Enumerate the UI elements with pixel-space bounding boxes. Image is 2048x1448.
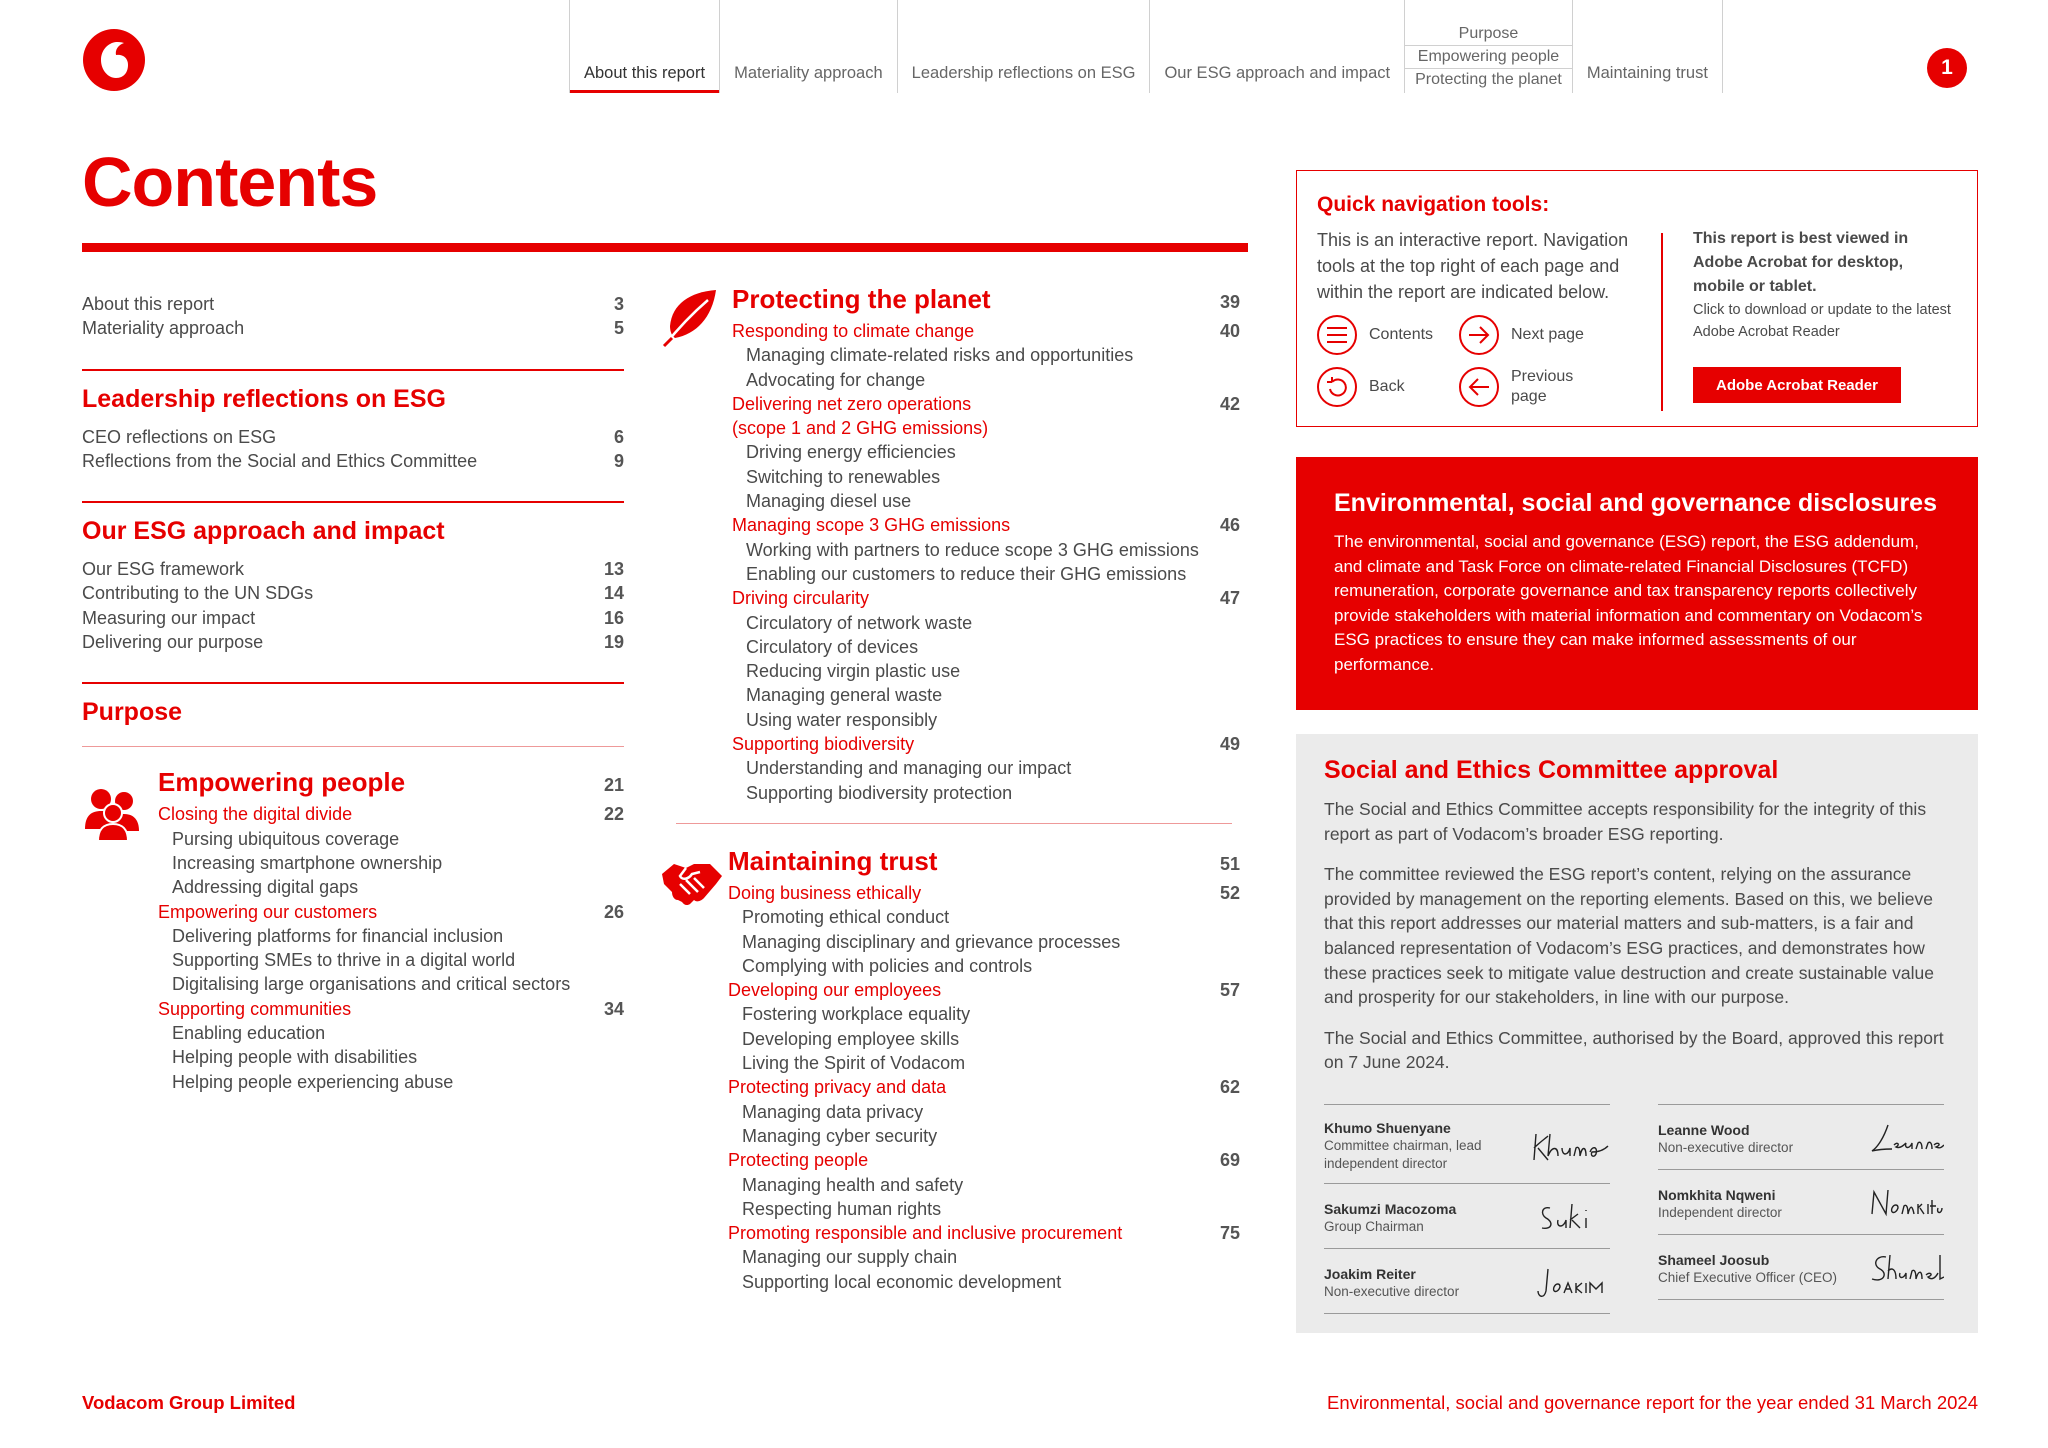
quick-navigation-box [1296, 170, 1978, 427]
signatory [1324, 1104, 1610, 1183]
toc-item[interactable]: Using water responsibly [746, 709, 938, 730]
signatory [1324, 1248, 1610, 1314]
toc-subheading[interactable] [732, 392, 1240, 416]
toc-entry-label: Contributing to the UN SDGs [82, 583, 314, 604]
signature-image [1864, 1184, 1944, 1224]
subsection-heading[interactable] [158, 765, 624, 802]
toc-entry-page: 13 [603, 559, 624, 580]
toc-item[interactable]: Managing disciplinary and grievance processes [742, 931, 1121, 952]
toc-entry-page: 47 [1219, 588, 1240, 609]
toc-item[interactable]: Promoting ethical conduct [742, 907, 950, 928]
toc-item[interactable]: Addressing digital gaps [172, 877, 359, 898]
signatory-role: Group Chairman [1324, 1219, 1424, 1234]
signatory-role: Chief Executive Officer (CEO) [1658, 1270, 1838, 1285]
toc-subheading[interactable] [732, 513, 1240, 537]
subsection-heading-label: Protecting the planet [732, 284, 991, 314]
section-heading[interactable]: Our ESG approach and impact [82, 517, 445, 546]
signature-image [1530, 1126, 1610, 1166]
title-divider [82, 243, 1248, 252]
approval-paragraph: The Social and Ethics Committee, authorised by the Board, approved this report on 7 June 2024. [1324, 1027, 1944, 1073]
section-approach [82, 501, 624, 654]
signatory-role: Committee chairman, lead independent director [1324, 1138, 1482, 1171]
toc-subheading[interactable] [728, 1148, 1240, 1172]
signatory-name: Leanne Wood [1658, 1122, 1750, 1138]
contents-tool[interactable] [1317, 315, 1433, 355]
footer-report-title: Environmental, social and governance report for the year ended 31 March 2024 [1327, 1392, 1978, 1413]
toc-entry-label: Delivering our purpose [82, 632, 264, 653]
quick-nav-heading: Quick navigation tools: [1317, 193, 1550, 216]
subsection-heading-label: Maintaining trust [728, 845, 938, 876]
signatory-name: Joakim Reiter [1324, 1266, 1416, 1282]
toc-entry-page: 16 [603, 607, 624, 628]
toc-entry-page: 69 [1219, 1150, 1240, 1171]
signatory [1658, 1104, 1944, 1169]
toc-entry-page: 42 [1219, 393, 1240, 414]
arrow-left-icon [1459, 367, 1499, 407]
nav-leadership[interactable]: Leadership reflections on ESG [897, 0, 1150, 93]
signatory-role: Non-executive director [1324, 1284, 1460, 1299]
toc-item[interactable]: Managing our supply chain [742, 1247, 958, 1268]
approval-paragraph: The Social and Ethics Committee accepts responsibility for the integrity of this report as part of Vodacom’s broader ESG reporting. [1324, 799, 1927, 844]
toc-item[interactable]: Driving energy efficiencies [746, 442, 956, 463]
toc-subheading-label: Doing business ethically [728, 882, 922, 903]
toc-item[interactable]: Advocating for change [746, 369, 926, 390]
toc-entry-label: About this report [82, 294, 215, 314]
toc-subheading-label: Developing our employees [728, 980, 942, 1001]
toc-subheading-label: Protecting people [728, 1150, 869, 1171]
nav-protecting[interactable]: Protecting the planet [1405, 68, 1572, 91]
back-tool-label: Back [1369, 378, 1405, 395]
toc-entry-page: 5 [613, 318, 624, 339]
section-heading[interactable]: Leadership reflections on ESG [82, 384, 446, 413]
toc-item[interactable]: Managing climate-related risks and opportunities [746, 345, 1134, 366]
toc-item[interactable]: Managing health and safety [742, 1174, 964, 1195]
toc-entry-label: Reflections from the Social and Ethics Committee [82, 450, 478, 471]
toc-subheading[interactable] [158, 802, 624, 826]
toc-entry[interactable] [82, 630, 624, 654]
toc-entry[interactable] [82, 292, 624, 316]
signatures [1324, 1104, 1944, 1314]
handshake-icon [660, 854, 724, 910]
download-text: Click to download or update to the latest Adobe Acrobat Reader [1693, 302, 1951, 340]
toc-entry-label: Materiality approach [82, 318, 245, 339]
toc-entry-label: Our ESG framework [82, 559, 245, 580]
signature-image [1864, 1119, 1944, 1159]
leaf-icon [660, 288, 720, 348]
toc-subheading-label: Responding to climate change [732, 321, 975, 341]
toc-item[interactable]: Helping people with disabilities [172, 1047, 418, 1068]
toc-item[interactable]: Delivering platforms for financial inclusion [172, 925, 504, 946]
toc-item[interactable]: Complying with policies and controls [742, 955, 1033, 976]
signatures-left [1324, 1104, 1610, 1314]
toc-entry-page: 26 [603, 901, 624, 922]
toc-item[interactable]: Understanding and managing our impact [746, 758, 1072, 779]
nav-about[interactable]: About this report [569, 0, 719, 93]
toc-entry-page: 3 [613, 294, 624, 314]
toc-item[interactable]: Living the Spirit of Vodacom [742, 1053, 966, 1074]
toc-entry[interactable] [82, 557, 624, 581]
toc-subheading[interactable] [728, 1221, 1240, 1245]
toc-entry-page: 6 [613, 426, 624, 447]
divider [676, 823, 1232, 824]
previous-page-tool[interactable] [1459, 367, 1575, 407]
toc-item[interactable]: Circulatory of devices [746, 636, 919, 657]
toc-subheading-label: Driving circularity [732, 588, 870, 609]
toc-item[interactable]: Enabling our customers to reduce their GHG emissions [746, 563, 1187, 584]
nav-trust[interactable]: Maintaining trust [1572, 0, 1723, 93]
toc-item[interactable]: Circulatory of network waste [746, 612, 973, 633]
section-purpose [82, 682, 624, 732]
toc-entry[interactable] [82, 425, 624, 449]
toc-subheading[interactable] [732, 586, 1240, 610]
toc-subheading-cont[interactable] [732, 416, 1240, 440]
contents-middle-column [660, 282, 1240, 1294]
quick-nav-text: This is an interactive report. Navigation tools at the top right of each page and within the report are indicated below. [1317, 230, 1629, 302]
vodafone-logo-icon[interactable] [82, 28, 146, 92]
people-icon [82, 785, 142, 841]
toc-entry[interactable] [82, 449, 624, 473]
toc-item[interactable]: Managing data privacy [742, 1101, 924, 1122]
signatory [1658, 1234, 1944, 1300]
toc-subheading-label: Managing scope 3 GHG emissions [732, 515, 1011, 536]
contents-tool-label: Contents [1369, 326, 1434, 343]
esg-heading: Environmental, social and governance disclosures [1334, 489, 1937, 517]
toc-entry-page: 21 [603, 775, 624, 796]
toc-entry-page: 57 [1219, 980, 1240, 1001]
signatory-name: Shameel Joosub [1658, 1252, 1770, 1268]
toc-entry-page: 52 [1219, 882, 1240, 903]
next-page-tool[interactable] [1459, 315, 1584, 355]
page-number-badge: 1 [1927, 48, 1967, 88]
toc-subheading[interactable] [158, 900, 624, 924]
toc-item[interactable]: Helping people experiencing abuse [172, 1071, 454, 1092]
toc-entry-page: 62 [1219, 1077, 1240, 1098]
toc-subheading[interactable] [732, 732, 1240, 756]
toc-item[interactable]: Supporting local economic development [742, 1271, 1062, 1292]
toc-entry[interactable] [82, 581, 624, 605]
toc-subheading[interactable] [732, 319, 1240, 343]
adobe-acrobat-reader-button[interactable]: Adobe Acrobat Reader [1693, 367, 1901, 403]
toc-subheading-label: Closing the digital divide [158, 804, 353, 825]
esg-text: The environmental, social and governance (ESG) report, the ESG addendum, and climate and Task Force on climate-related Financial Disclosures (TCFD) remuneration, corporate governance and tax transparency reports collectively provide stakeholders with material information and commentary on Vodacom’s ESG practices to ensure they can make informed assessments of our performance. [1334, 532, 1923, 674]
back-tool[interactable] [1317, 367, 1405, 407]
toc-item[interactable]: Respecting human rights [742, 1198, 942, 1219]
approval-heading: Social and Ethics Committee approval [1324, 756, 1779, 784]
signatory-name: Khumo Shuenyane [1324, 1120, 1451, 1136]
signatory-name: Sakumzi Macozoma [1324, 1201, 1457, 1217]
toc-entry[interactable] [82, 606, 624, 630]
toc-subheading-label: Supporting communities [158, 998, 352, 1019]
next-page-tool-label: Next page [1511, 326, 1584, 343]
subsection-heading[interactable] [732, 282, 1240, 319]
toc-entry-page: 34 [603, 998, 624, 1019]
section-leadership [82, 369, 624, 474]
best-viewed-text: This report is best viewed in Adobe Acrobat for desktop, mobile or tablet. [1693, 230, 1909, 295]
toc-subheading[interactable] [728, 1075, 1240, 1099]
esg-disclosures-box [1296, 457, 1978, 710]
toc-item[interactable]: Reducing virgin plastic use [746, 661, 961, 682]
acrobat-info [1693, 227, 1953, 343]
section-protecting-planet [660, 282, 1240, 805]
nav-approach[interactable]: Our ESG approach and impact [1149, 0, 1404, 93]
arrow-right-icon [1459, 315, 1499, 355]
signature-image [1864, 1249, 1944, 1289]
toc-subheading-label: Empowering our customers [158, 901, 378, 922]
toc-entry-page: 19 [603, 632, 624, 653]
toc-subheading[interactable] [728, 978, 1240, 1002]
toc-subheading-label: (scope 1 and 2 GHG emissions) [732, 418, 989, 439]
signatory [1324, 1183, 1610, 1248]
toc-item[interactable]: Switching to renewables [746, 466, 941, 487]
toc-entry-page: 39 [1219, 292, 1240, 312]
signatory-name: Nomkhita Nqweni [1658, 1187, 1776, 1203]
toc-item[interactable]: Enabling education [172, 1023, 326, 1044]
toc-entry[interactable] [82, 316, 624, 340]
toc-entry-label: CEO reflections on ESG [82, 426, 277, 447]
signatures-right [1658, 1104, 1944, 1314]
toc-entry-page: 49 [1219, 734, 1240, 755]
nav-purpose-group [1404, 0, 1572, 93]
nav-materiality[interactable]: Materiality approach [719, 0, 897, 93]
toc-entry-page: 9 [613, 450, 624, 471]
subsection-heading[interactable] [728, 844, 1240, 881]
toc-item[interactable]: Working with partners to reduce scope 3 GHG emissions [746, 539, 1199, 560]
contents-left-column [82, 292, 624, 1094]
toc-subheading-label: Promoting responsible and inclusive procurement [728, 1223, 1123, 1244]
signature-image [1530, 1198, 1610, 1238]
toc-subheading-label: Delivering net zero operations [732, 393, 972, 414]
signatory [1658, 1169, 1944, 1234]
committee-approval-box [1296, 734, 1978, 1333]
footer-company: Vodacom Group Limited [82, 1392, 296, 1413]
signatory-role: Non-executive director [1658, 1140, 1794, 1155]
toc-entry-page: 14 [603, 583, 624, 604]
signature-image [1530, 1263, 1610, 1303]
nav-empowering[interactable]: Empowering people [1405, 45, 1572, 68]
section-heading[interactable]: Purpose [82, 698, 183, 727]
toc-entry-page: 51 [1219, 853, 1240, 874]
toc-item[interactable]: Managing diesel use [746, 491, 912, 512]
divider [82, 746, 624, 747]
toc-item[interactable]: Digitalising large organisations and critical sectors [172, 974, 571, 995]
back-icon [1317, 367, 1357, 407]
top-navigation [569, 0, 1723, 93]
toc-item[interactable]: Fostering workplace equality [742, 1004, 971, 1025]
nav-purpose[interactable]: Purpose [1458, 25, 1519, 42]
toc-entry-page: 22 [603, 804, 624, 825]
toc-subheading[interactable] [158, 997, 624, 1021]
toc-subheading-label: Supporting biodiversity [732, 734, 915, 755]
toc-entry-page: 40 [1219, 321, 1240, 341]
toc-item[interactable]: Managing general waste [746, 685, 943, 706]
toc-subheading[interactable] [728, 881, 1240, 905]
toc-subheading-label: Protecting privacy and data [728, 1077, 947, 1098]
toc-item[interactable]: Managing cyber security [742, 1125, 938, 1146]
toc-item[interactable]: Supporting SMEs to thrive in a digital world [172, 950, 516, 971]
toc-item[interactable]: Increasing smartphone ownership [172, 852, 443, 873]
toc-entry-page: 75 [1219, 1223, 1240, 1244]
toc-entry-page: 46 [1219, 515, 1240, 536]
divider [1661, 233, 1663, 411]
toc-entry-label: Measuring our impact [82, 607, 256, 628]
section-maintaining-trust [660, 844, 1240, 1294]
menu-icon [1317, 315, 1357, 355]
subsection-heading-label: Empowering people [158, 767, 406, 798]
toc-item[interactable]: Developing employee skills [742, 1028, 960, 1049]
toc-item[interactable]: Supporting biodiversity protection [746, 782, 1013, 803]
previous-page-tool-label: Previous page [1511, 368, 1574, 405]
toc-item[interactable]: Pursing ubiquitous coverage [172, 828, 400, 849]
page-title: Contents [82, 143, 378, 221]
approval-paragraph: The committee reviewed the ESG report’s content, relying on the assurance provided by management on the reporting elements. Based on this, we believe that this report addresses our material matters and sub-matters, is a fair and balanced representation of Vodacom’s ESG practices, and demonstrates how these practices seek to mitigate value destruction and create sustainable value and prosperity for our stakeholders, in line with our purpose. [1324, 864, 1934, 1008]
signatory-role: Independent director [1658, 1205, 1782, 1220]
section-empowering-people [82, 765, 624, 1094]
